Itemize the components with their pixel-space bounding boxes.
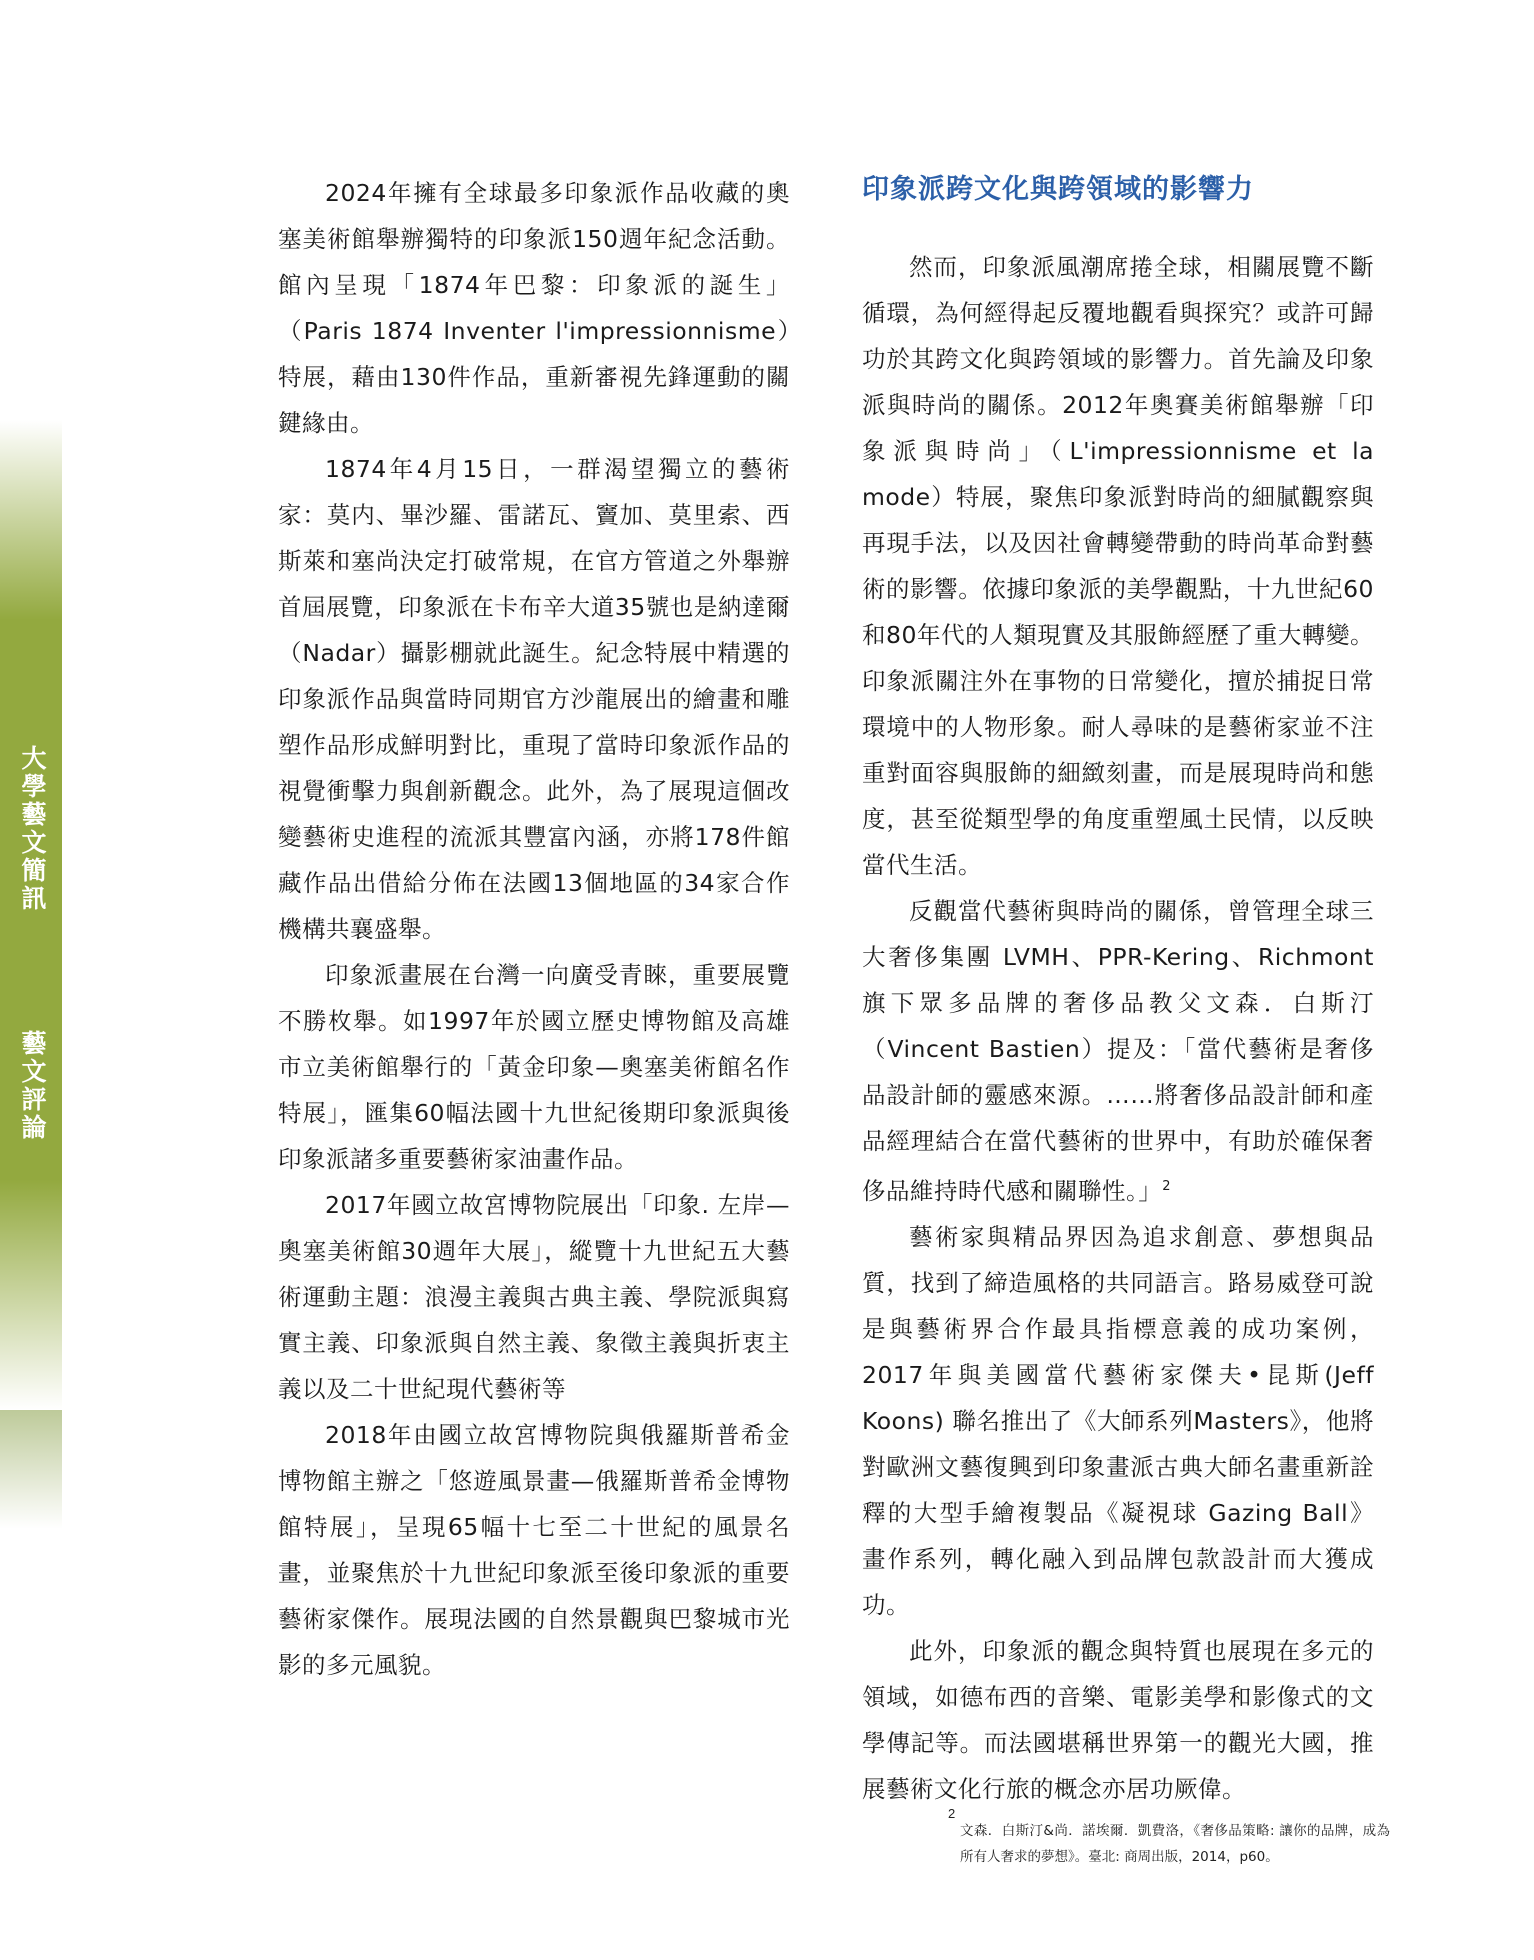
paragraph-text: 反觀當代藝術與時尚的關係，曾管理全球三大奢侈集團 LVMH、PPR-Kering、Richmont旗下眾多品牌的奢侈品教父文森．白斯汀（Vincent Bastien）提及：「當代藝術是奢侈品設計師的靈感來源。……將奢侈品設計師和產品經理結合在當代藝術的世界中，有助於確保奢侈品維持時代感和關聯性。」 xyxy=(862,897,1374,1205)
footnote-marker: 2 xyxy=(948,1806,956,1821)
paragraph: 印象派畫展在台灣一向廣受青睞，重要展覽不勝枚舉。如1997年於國立歷史博物館及高雄市立美術館舉行的「黃金印象—奧塞美術館名作特展」，匯集60幅法國十九世紀後期印象派與後印象派諸多重要藝術家油畫作品。 xyxy=(278,961,790,1173)
paragraph: 2018年由國立故宮博物院與俄羅斯普希金博物館主辦之「悠遊風景畫—俄羅斯普希金博物館特展」，呈現65幅十七至二十世紀的風景名畫，並聚焦於十九世紀印象派至後印象派的重要藝術家傑作。展現法國的自然景觀與巴黎城市光影的多元風貌。 xyxy=(278,1421,790,1679)
paragraph: 藝術家與精品界因為追求創意、夢想與品質，找到了締造風格的共同語言。路易威登可說是與藝術界合作最具指標意義的成功案例，2017年與美國當代藝術家傑夫•昆斯(Jeff Koons) 聯名推出了《大師系列Masters》，他將對歐洲文藝復興到印象畫派古典大師名畫重新詮釋的大型手繪複製品《凝視球 Gazing Ball》 畫作系列，轉化融入到品牌包款設計而大獲成功。 xyxy=(862,1222,1374,1619)
paragraph: 1874年4月15日，一群渴望獨立的藝術家：莫内、畢沙羅、雷諾瓦、竇加、莫里索、西斯萊和塞尚決定打破常規，在官方管道之外舉辦首屆展覽，印象派在卡布辛大道35號也是納達爾（Nadar）攝影棚就此誕生。紀念特展中精選的印象派作品與當時同期官方沙龍展出的繪畫和雕塑作品形成鮮明對比，重現了當時印象派作品的視覺衝擊力與創新觀念。此外，為了展現這個改變藝術史進程的流派其豐富內涵，亦將178件館藏作品出借給分佈在法國13個地區的34家合作機構共襄盛舉。 xyxy=(278,455,790,943)
section-label: 藝文評論 xyxy=(18,1030,47,1142)
column-right xyxy=(862,170,1374,1812)
paragraph xyxy=(862,888,1374,1214)
paragraph: 2024年擁有全球最多印象派作品收藏的奧塞美術館舉辦獨特的印象派150週年紀念活動。館內呈現「1874年巴黎：印象派的誕生」（Paris 1874 Inventer l'impressionnisme）特展，藉由130件作品，重新審視先鋒運動的關鍵緣由。 xyxy=(278,179,790,437)
publication-title: 大學藝文簡訊 xyxy=(18,745,47,913)
paragraph: 此外，印象派的觀念與特質也展現在多元的領域，如德布西的音樂、電影美學和影像式的文學傳記等。而法國堪稱世界第一的觀光大國，推展藝術文化行旅的概念亦居功厥偉。 xyxy=(862,1636,1374,1803)
section-heading: 印象派跨文化與跨領域的影響力 xyxy=(862,174,1254,205)
paragraph: 然而，印象派風潮席捲全球，相關展覽不斷循環，為何經得起反覆地觀看與探究？或許可歸功於其跨文化與跨領域的影響力。首先論及印象派與時尚的關係。2012年奧賽美術館舉辦「印象派與時尚」（L'impressionnisme et la mode）特展，聚焦印象派對時尚的細膩觀察與再現手法，以及因社會轉變帶動的時尚革命對藝術的影響。依據印象派的美學觀點，十九世紀60和80年代的人類現實及其服飾經歷了重大轉變。印象派關注外在事物的日常變化，擅於捕捉日常環境中的人物形象。耐人尋味的是藝術家並不注重對面容與服飾的細緻刻畫，而是展現時尚和態度，甚至從類型學的角度重塑風土民情，以反映當代生活。 xyxy=(862,253,1374,879)
footnote-text: 文森．白斯汀&尚．諾埃爾．凱費洛，《奢侈品策略: 讓你的品牌，成為所有人奢求的夢想》。臺北: 商周出版，2014，p60。 xyxy=(960,1823,1390,1865)
paragraph: 2017年國立故宮博物院展出「印象. 左岸—奧塞美術館30週年大展」，縱覽十九世紀五大藝術運動主題：浪漫主義與古典主義、學院派與寫實主義、印象派與自然主義、象徵主義與折衷主義以及二十世紀現代藝術等 xyxy=(278,1191,790,1403)
column-left xyxy=(278,170,790,1688)
footnote-reference: 2 xyxy=(1162,1179,1172,1194)
